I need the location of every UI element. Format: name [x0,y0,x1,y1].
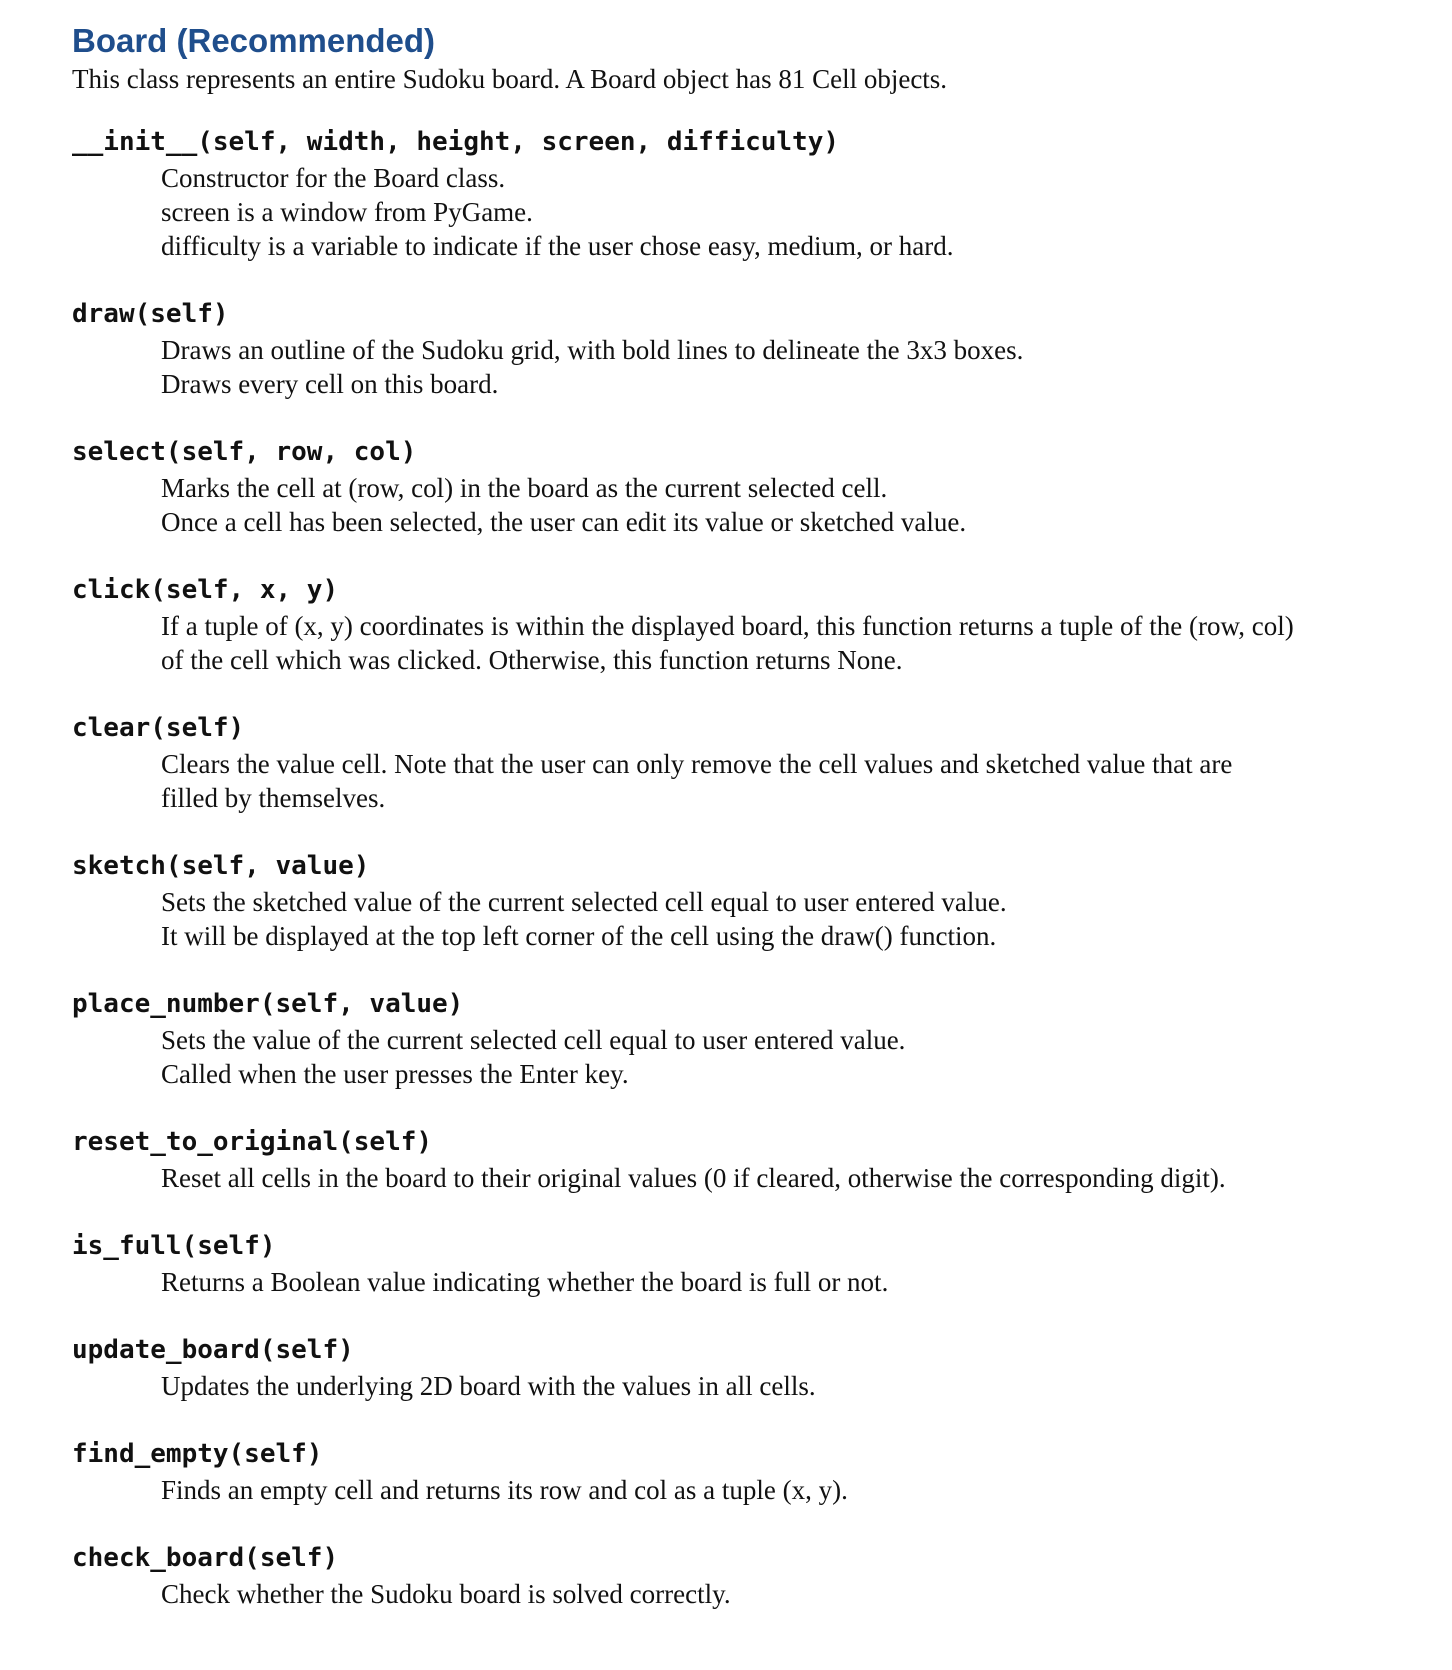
method-find-empty [72,1435,1412,1507]
description-line: Constructor for the Board class. [161,163,506,193]
description-line: Sets the value of the current selected cell equal to user entered value. [161,1025,906,1055]
method-description [161,161,1412,263]
method-signature: select(self, row, col) [72,437,417,467]
description-line: Clears the value cell. Note that the user can only remove the cell values and sketched value that are [161,749,1233,779]
method-draw [72,295,1412,401]
document-page [72,20,1412,1643]
method-signature: sketch(self, value) [72,851,370,881]
description-line: Reset all cells in the board to their original values (0 if cleared, otherwise the corresponding digit). [161,1163,1226,1193]
description-line: Updates the underlying 2D board with the values in all cells. [161,1371,816,1401]
method-signature: is_full(self) [72,1231,276,1261]
method-description [161,1161,1412,1195]
method-description [161,1577,1412,1611]
method-signature: check_board(self) [72,1543,339,1573]
description-line: Once a cell has been selected, the user can edit its value or sketched value. [161,507,967,537]
method-description [161,333,1412,401]
description-line: Draws an outline of the Sudoku grid, with bold lines to delineate the 3x3 boxes. [161,335,1024,365]
method-description [161,1265,1412,1299]
method-is-full [72,1227,1412,1299]
method-signature: draw(self) [72,299,229,329]
description-line: Check whether the Sudoku board is solved correctly. [161,1579,731,1609]
method-init [72,123,1412,263]
method-signature: reset_to_original(self) [72,1127,433,1157]
description-line: Called when the user presses the Enter key. [161,1059,629,1089]
description-line: It will be displayed at the top left corner of the cell using the draw() function. [161,921,997,951]
method-description [161,1369,1412,1403]
method-click [72,571,1412,677]
method-description [161,747,1412,815]
description-line: screen is a window from PyGame. [161,197,533,227]
description-line: Draws every cell on this board. [161,369,499,399]
method-signature: find_empty(self) [72,1439,323,1469]
method-place-number [72,985,1412,1091]
method-select [72,433,1412,539]
description-line: Sets the sketched value of the current selected cell equal to user entered value. [161,887,1007,917]
description-line: difficulty is a variable to indicate if the user chose easy, medium, or hard. [161,231,954,261]
method-check-board [72,1539,1412,1611]
description-line: Returns a Boolean value indicating whether the board is full or not. [161,1267,889,1297]
method-signature: click(self, x, y) [72,575,339,605]
method-description [161,1023,1412,1091]
method-description [161,471,1412,539]
method-reset-to-original [72,1123,1412,1195]
method-signature: __init__(self, width, height, screen, difficulty) [72,127,840,157]
method-sketch [72,847,1412,953]
class-description: This class represents an entire Sudoku board. A Board object has 81 Cell objects. [72,64,948,94]
method-description [161,609,1412,677]
method-signature: clear(self) [72,713,245,743]
description-line: Marks the cell at (row, col) in the board as the current selected cell. [161,473,888,503]
description-line: If a tuple of (x, y) coordinates is within the displayed board, this function returns a tuple of the (row, col) [161,611,1294,641]
section-title: Board (Recommended) [72,22,436,59]
method-signature: place_number(self, value) [72,989,464,1019]
method-description [161,1473,1412,1507]
method-description [161,885,1412,953]
method-signature: update_board(self) [72,1335,354,1365]
method-clear [72,709,1412,815]
description-line: of the cell which was clicked. Otherwise, this function returns None. [161,645,903,675]
description-line: filled by themselves. [161,783,386,813]
method-update-board [72,1331,1412,1403]
description-line: Finds an empty cell and returns its row and col as a tuple (x, y). [161,1475,848,1505]
